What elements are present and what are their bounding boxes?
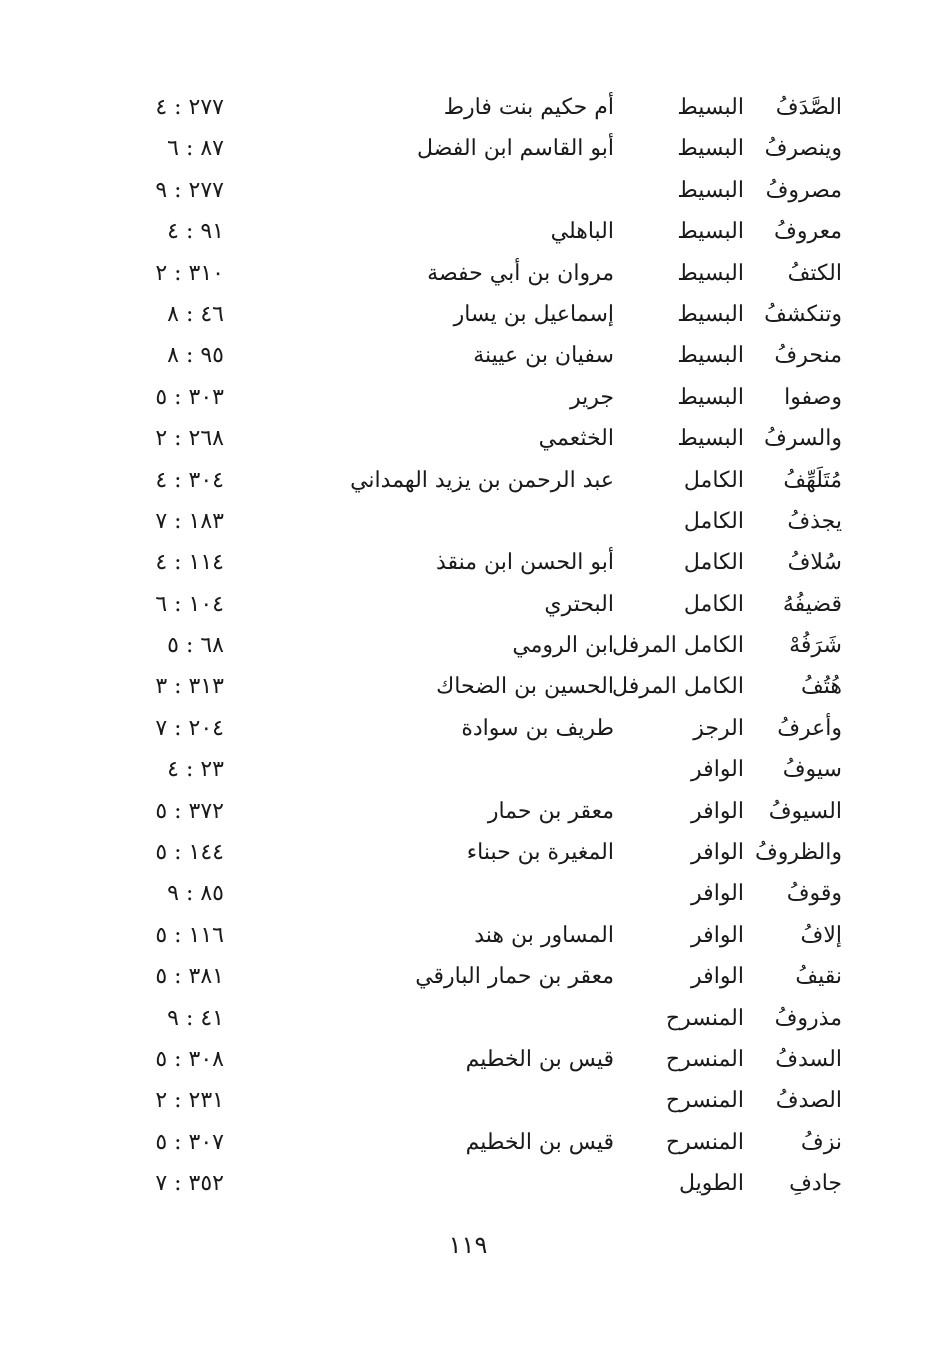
table-row — [0, 874, 936, 915]
rhyme-word: نقيفُ — [795, 964, 842, 990]
rhyme-word: شَرَفُهْ — [789, 633, 842, 659]
rhyme-word: سيوفُ — [782, 757, 842, 783]
table-row — [0, 1164, 936, 1205]
volume-page-reference: ٣٠٧ : ٥ — [155, 1129, 224, 1155]
meter-name: الرجز — [693, 715, 744, 741]
meter-name: الوافر — [691, 798, 744, 824]
table-row — [0, 212, 936, 253]
volume-page-reference: ٢٧٧ : ٤ — [155, 95, 224, 120]
rhyme-word: وأعرفُ — [777, 715, 842, 741]
table-row — [0, 833, 936, 874]
rhyme-word: معروفُ — [774, 219, 842, 245]
rhyme-word: إلافُ — [800, 922, 842, 948]
meter-name: البسيط — [677, 301, 744, 327]
poet-name: إسماعيل بن يسار — [453, 301, 614, 327]
meter-name: البسيط — [677, 177, 744, 203]
poet-name: المساور بن هند — [474, 922, 614, 948]
meter-name: المنسرح — [665, 1129, 744, 1155]
meter-name: الوافر — [691, 881, 744, 907]
page-number: ١١٩ — [448, 1231, 488, 1259]
table-row — [0, 378, 936, 419]
meter-name: الكامل — [683, 550, 744, 576]
rhyme-word: السيوفُ — [768, 798, 842, 824]
table-row — [0, 254, 936, 295]
table-row — [0, 461, 936, 502]
poet-name: أبو القاسم ابن الفضل — [417, 136, 614, 162]
rhyme-word: هُتُفُ — [800, 674, 842, 700]
table-row — [0, 750, 936, 791]
rhyme-index-table — [0, 88, 936, 1206]
volume-page-reference: ٦٨ : ٥ — [167, 633, 224, 659]
volume-page-reference: ٢٦٨ : ٢ — [155, 426, 224, 452]
rhyme-word: جادفِ — [789, 1171, 842, 1197]
table-row — [0, 999, 936, 1040]
poet-name: الخثعمي — [538, 426, 614, 452]
rhyme-word: يجذفُ — [787, 508, 842, 534]
table-row — [0, 957, 936, 998]
poet-name: أم حكيم بنت فارط — [443, 95, 614, 120]
poet-name: جرير — [570, 384, 614, 410]
meter-name: الطويل — [678, 1171, 744, 1197]
meter-name: البسيط — [677, 426, 744, 452]
volume-page-reference: ٣٠٤ : ٤ — [155, 467, 224, 493]
table-row — [0, 295, 936, 336]
table-row — [0, 336, 936, 377]
poet-name: المغيرة بن حبناء — [466, 840, 614, 866]
volume-page-reference: ٣٥٢ : ٧ — [155, 1171, 224, 1197]
rhyme-word: وقوفُ — [786, 881, 842, 907]
poet-name: الباهلي — [550, 219, 614, 245]
volume-page-reference: ٣٠٨ : ٥ — [155, 1046, 224, 1072]
meter-name: الكامل — [683, 508, 744, 534]
rhyme-word: الكتفُ — [787, 260, 842, 286]
poet-name: طريف بن سوادة — [461, 715, 614, 741]
volume-page-reference: ٩٥ : ٨ — [167, 343, 224, 369]
rhyme-word: والسرفُ — [763, 426, 842, 452]
table-row — [0, 585, 936, 626]
volume-page-reference: ٨٧ : ٦ — [167, 136, 224, 162]
rhyme-word: وينصرفُ — [764, 136, 842, 162]
poet-name: معقر بن حمار — [487, 798, 614, 824]
meter-name: الكامل المرفل — [612, 633, 744, 659]
table-row — [0, 1040, 936, 1081]
meter-name: المنسرح — [665, 1046, 744, 1072]
table-row — [0, 171, 936, 212]
table-row — [0, 543, 936, 584]
poet-name: الحسين بن الضحاك — [436, 674, 614, 700]
rhyme-word: مُتَلَهِّفُ — [783, 467, 842, 493]
meter-name: الوافر — [691, 922, 744, 948]
rhyme-word: وصفوا — [784, 384, 842, 410]
table-row — [0, 1081, 936, 1122]
meter-name: الكامل — [683, 467, 744, 493]
poet-name: ابن الرومي — [512, 633, 614, 659]
meter-name: الكامل — [683, 591, 744, 617]
rhyme-word: مذروفُ — [774, 1005, 842, 1031]
poet-name: قيس بن الخطيم — [465, 1129, 614, 1155]
poet-name: أبو الحسن ابن منقذ — [435, 550, 614, 576]
volume-page-reference: ٢٣ : ٤ — [167, 757, 224, 783]
volume-page-reference: ١٤٤ : ٥ — [155, 840, 224, 866]
poet-name: قيس بن الخطيم — [465, 1046, 614, 1072]
meter-name: الوافر — [691, 840, 744, 866]
rhyme-word: السدفُ — [775, 1046, 842, 1072]
table-row — [0, 667, 936, 708]
volume-page-reference: ٤٦ : ٨ — [167, 301, 224, 327]
volume-page-reference: ٣٠٣ : ٥ — [155, 384, 224, 410]
volume-page-reference: ١٠٤ : ٦ — [155, 591, 224, 617]
meter-name: البسيط — [677, 95, 744, 120]
table-row — [0, 1123, 936, 1164]
rhyme-word: منحرفُ — [774, 343, 842, 369]
rhyme-word: مصروفُ — [765, 177, 842, 203]
meter-name: الوافر — [691, 757, 744, 783]
poet-name: سفيان بن عيينة — [473, 343, 614, 369]
volume-page-reference: ١٨٣ : ٧ — [155, 508, 224, 534]
volume-page-reference: ٣٧٢ : ٥ — [155, 798, 224, 824]
meter-name: الوافر — [691, 964, 744, 990]
poet-name: معقر بن حمار البارقي — [415, 964, 614, 990]
table-row — [0, 792, 936, 833]
rhyme-word: وتنكشفُ — [764, 301, 842, 327]
poet-name: عبد الرحمن بن يزيد الهمداني — [350, 467, 614, 493]
rhyme-word: نزفُ — [800, 1129, 842, 1155]
volume-page-reference: ١١٦ : ٥ — [155, 922, 224, 948]
table-row — [0, 419, 936, 460]
meter-name: المنسرح — [665, 1005, 744, 1031]
volume-page-reference: ٢٠٤ : ٧ — [155, 715, 224, 741]
rhyme-word: سُلافُ — [787, 550, 842, 576]
meter-name: البسيط — [677, 384, 744, 410]
volume-page-reference: ٢٧٧ : ٩ — [155, 177, 224, 203]
table-row — [0, 626, 936, 667]
table-row — [0, 916, 936, 957]
meter-name: المنسرح — [665, 1088, 744, 1114]
meter-name: البسيط — [677, 219, 744, 245]
rhyme-word: الصدفُ — [775, 1088, 842, 1114]
poet-name: مروان بن أبي حفصة — [427, 260, 614, 286]
table-row — [0, 88, 936, 129]
rhyme-word: الصَّدَفُ — [775, 95, 842, 120]
volume-page-reference: ٩١ : ٤ — [167, 219, 224, 245]
volume-page-reference: ٤١ : ٩ — [167, 1005, 224, 1031]
table-row — [0, 709, 936, 750]
volume-page-reference: ٨٥ : ٩ — [167, 881, 224, 907]
table-row — [0, 502, 936, 543]
meter-name: البسيط — [677, 343, 744, 369]
rhyme-word: والظروفُ — [754, 840, 842, 866]
volume-page-reference: ٢٣١ : ٢ — [155, 1088, 224, 1114]
meter-name: الكامل المرفل — [612, 674, 744, 700]
meter-name: البسيط — [677, 136, 744, 162]
rhyme-word: قضيفُهُ — [782, 591, 842, 617]
meter-name: البسيط — [677, 260, 744, 286]
poet-name: البحتري — [544, 591, 614, 617]
volume-page-reference: ١١٤ : ٤ — [155, 550, 224, 576]
volume-page-reference: ٣١٣ : ٣ — [155, 674, 224, 700]
volume-page-reference: ٣١٠ : ٢ — [155, 260, 224, 286]
table-row — [0, 129, 936, 170]
volume-page-reference: ٣٨١ : ٥ — [155, 964, 224, 990]
